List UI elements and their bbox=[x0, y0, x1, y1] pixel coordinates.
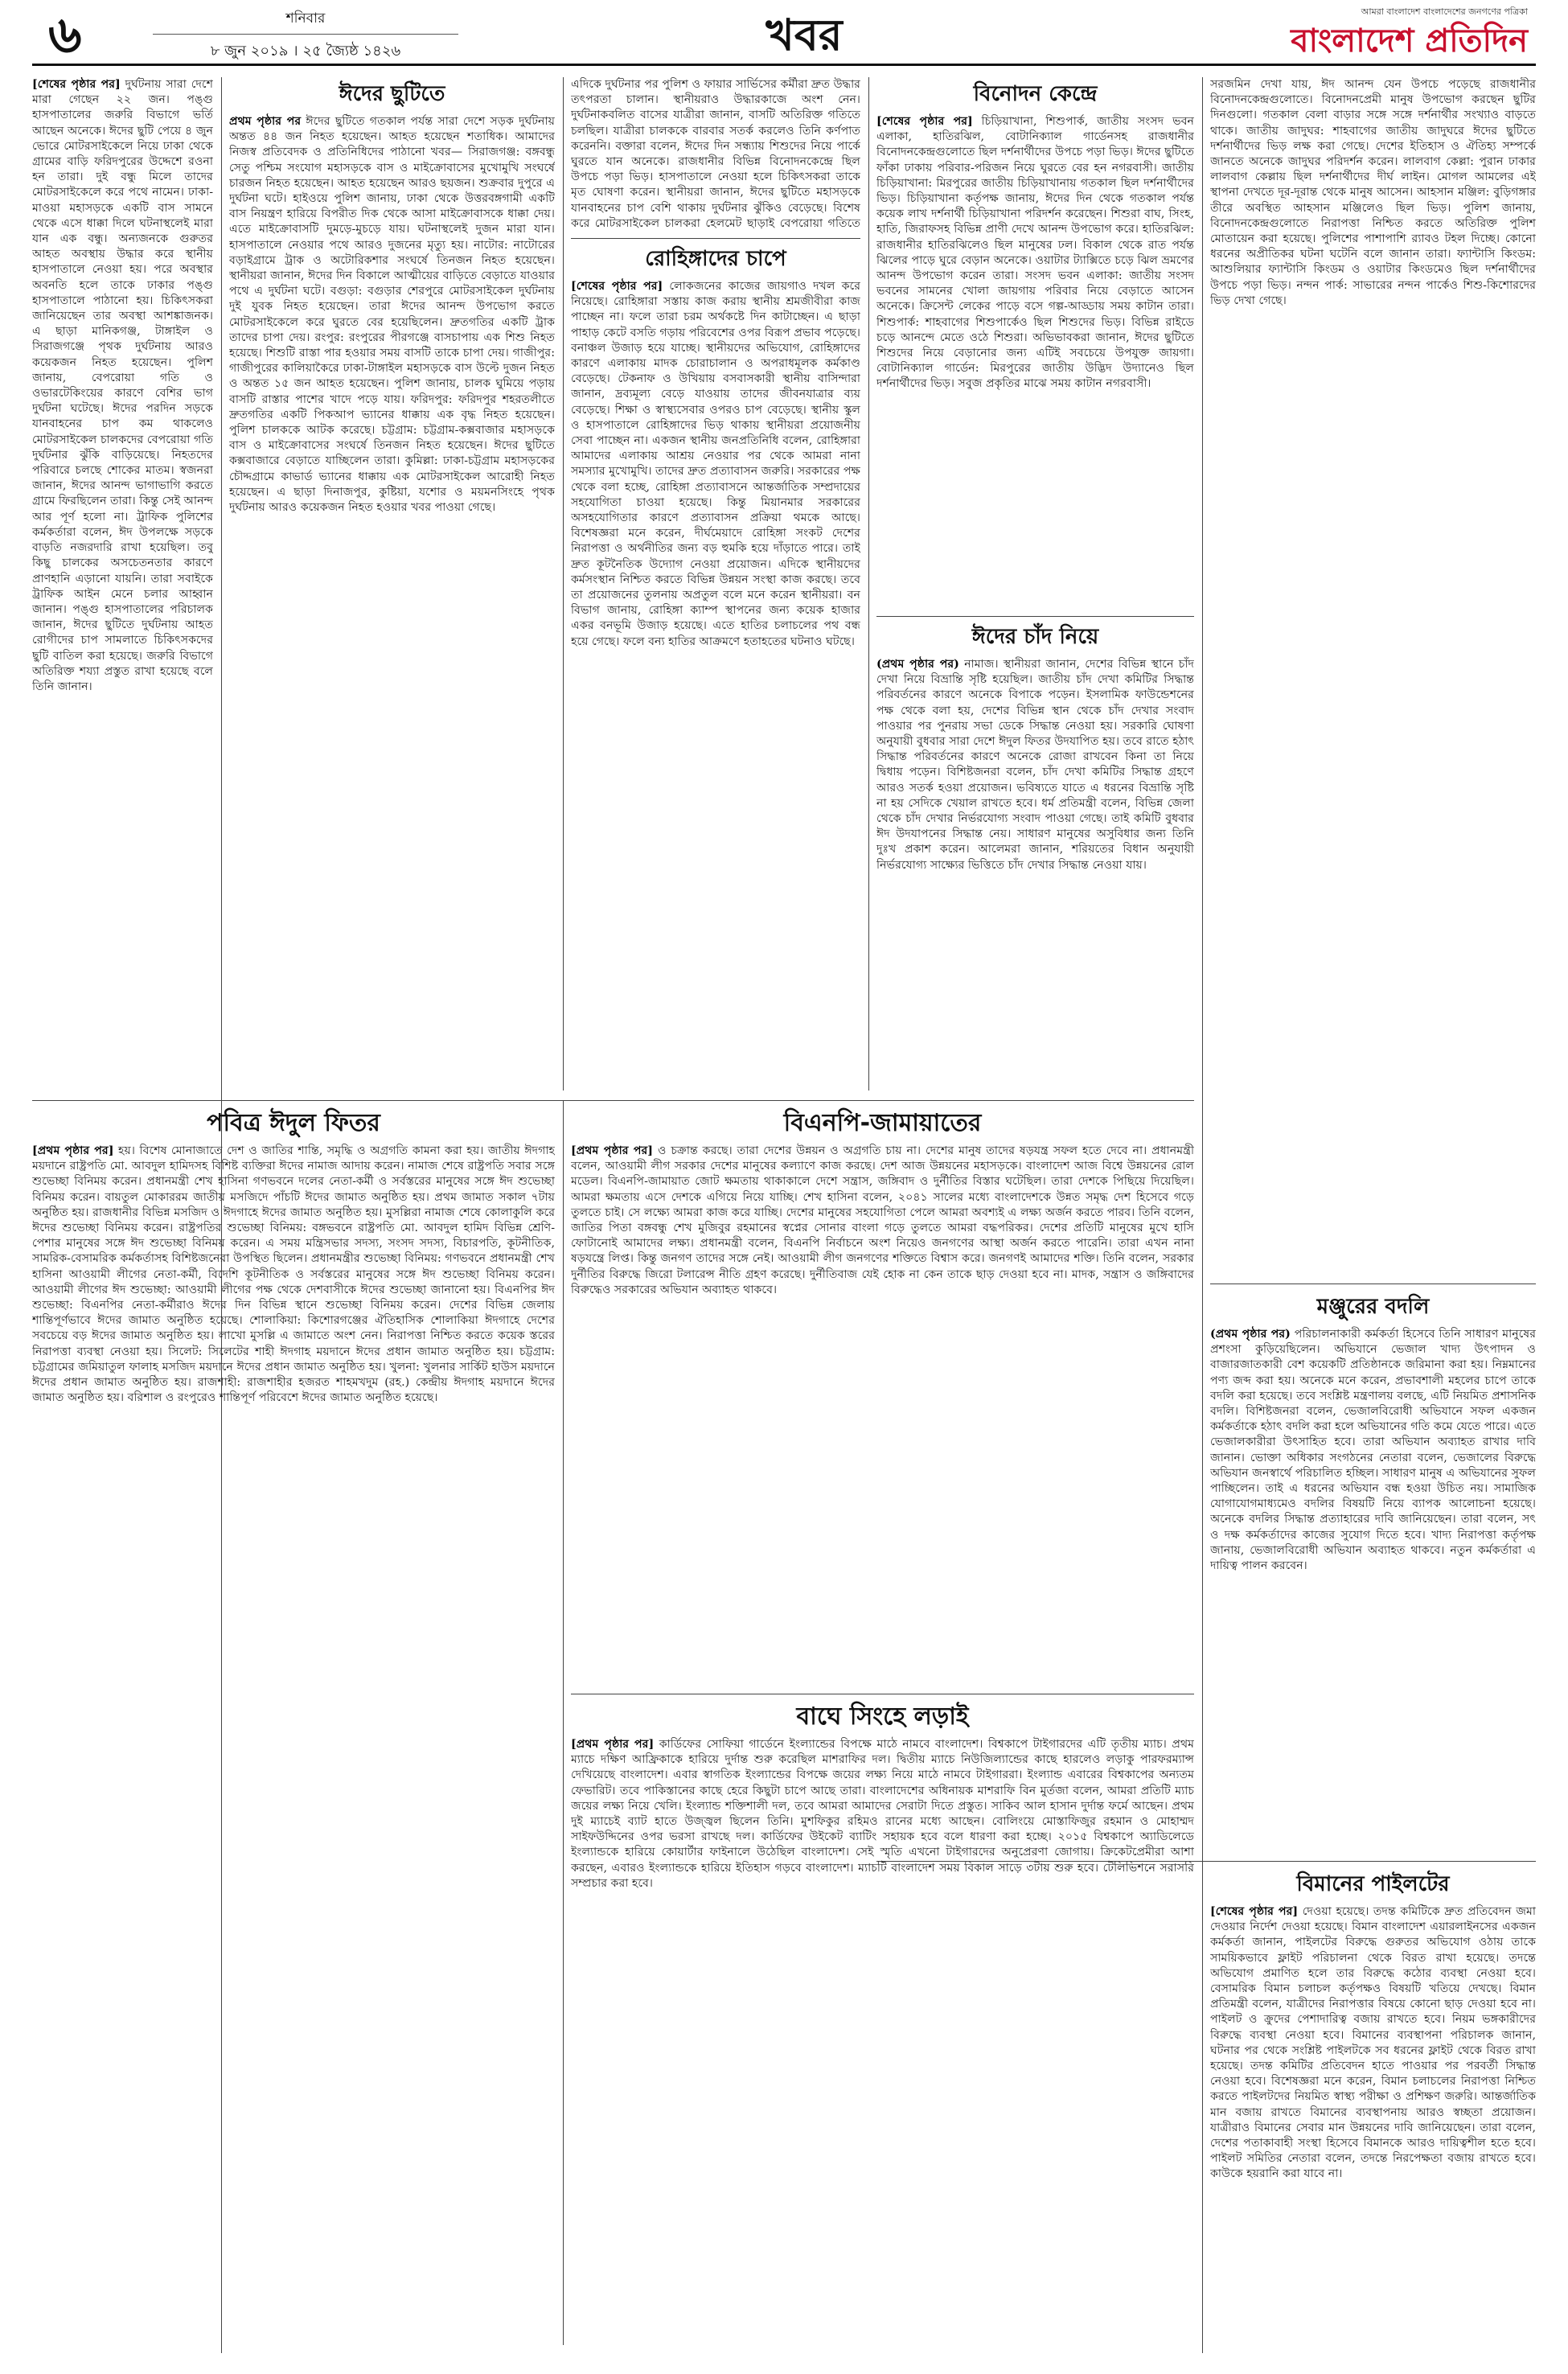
article-body bbox=[876, 114, 1194, 392]
article-divider bbox=[571, 238, 860, 239]
article-body bbox=[571, 279, 860, 650]
article-bnp-jamaat bbox=[571, 1107, 1194, 1686]
article-recreation bbox=[876, 77, 1194, 608]
article-headline: বিনোদন কেন্দ্রে bbox=[973, 82, 1098, 106]
column-rule bbox=[563, 77, 564, 1090]
article-lead: [শেষের পৃষ্ঠার পর] bbox=[876, 115, 973, 128]
column-rule bbox=[1202, 77, 1203, 2353]
article-body bbox=[32, 77, 213, 695]
article-text: ও চক্রান্ত করছে। তারা দেশের উন্নয়ন ও অগ্রগতি চায় না। দেশের মানুষ তাদের ষড়যন্ত্র সফল হতে দেবে না। প্রধানমন্ত্রী বলেন, আওয়ামী লীগ সরকার দেশের মানুষের কল্যাণে কাজ করছে। দেশ আজ উন্নয়নের মহাসড়কে। বাংলাদেশ আজ বিশ্বে উন্নয়নের রোল মডেল। বিএনপি-জামায়াত জোট ক্ষমতায় থাকাকালে দেশে সন্ত্রাস, জঙ্গিবাদ ও দুর্নীতির বিস্তার ঘটেছিল। তারা দেশকে পিছিয়ে দিয়েছিল। আমরা ক্ষমতায় এসে দেশকে এগিয়ে নিয়ে যাচ্ছি। শেখ হাসিনা বলেন, ২০৪১ সালের মধ্যে বাংলাদেশকে উন্নত সমৃদ্ধ দেশ হিসেবে গড়ে তুলতে চাই। সে লক্ষ্যে আমরা কাজ করে যাচ্ছি। দেশের মানুষের সহযোগিতা পেলে আমরা অবশ্যই এ লক্ষ্য অর্জন করতে পারব। তিনি বলেন, জাতির পিতা বঙ্গবন্ধু শেখ মুজিবুর রহমানের স্বপ্নের সোনার বাংলা গড়ে তুলতে আমরা বদ্ধপরিকর। দেশের প্রতিটি মানুষের মুখে হাসি ফোটানোই আমাদের লক্ষ্য। প্রধানমন্ত্রী বলেন, বিএনপি নির্বাচনে অংশ নিয়েও জনগণের আস্থা অর্জন করতে পারেনি। তারা এখন নানা ষড়যন্ত্রে লিপ্ত। কিন্তু জনগণ তাদের সঙ্গে নেই। আওয়ামী লীগ জনগণের শক্তিতে বিশ্বাস করে। জনগণই আমাদের শক্তি। তিনি বলেন, সরকার দুর্নীতির বিরুদ্ধে জিরো টলারেন্স নীতি গ্রহণ করেছে। দুর্নীতিবাজ যেই হোক না কেন তাকে ছাড় দেওয়া হবে না। মাদক, সন্ত্রাস ও জঙ্গিবাদের বিরুদ্ধেও সরকারের অভিযান অব্যাহত থাকবে। bbox=[571, 1144, 1194, 1296]
article-headline: বাঘে সিংহে লড়াই bbox=[796, 1702, 969, 1731]
article-pilot bbox=[1210, 1867, 1536, 2345]
article-lead: [প্রথম পৃষ্ঠার পর] bbox=[571, 1738, 655, 1751]
article-lead: (প্রথম পৃষ্ঠার পর) bbox=[876, 658, 959, 671]
dateline bbox=[153, 8, 458, 64]
article-eid-moon bbox=[876, 620, 1194, 1090]
article-body bbox=[571, 1737, 1194, 1891]
page-content bbox=[32, 77, 1536, 2353]
article-accident bbox=[32, 77, 213, 1090]
article-text: দুর্ঘটনায় সারা দেশে মারা গেছেন ২২ জন। পঙ্গু হাসপাতালের জরুরি বিভাগে ভর্তি আছেন অনেকে। ঈদের ছুটি পেয়ে ৪ জুন ভোরে মোটরসাইকেলে নিয়ে ঢাকা থেকে গ্রামের বাড়ি ফরিদপুরের উদ্দেশে রওনা হন তারা। দুই বন্ধু মিলে তাদের মোটরসাইকেলে করে পথে নামেন। ঢাকা-মাওয়া মহাসড়কে একটি বাস সামনে থেকে এসে ধাক্কা দিলে ঘটনাস্থলেই মারা যান এক বন্ধু। অন্যজনকে গুরুতর আহত অবস্থায় উদ্ধার করে স্থানীয় হাসপাতালে নেওয়া হয়। পরে অবস্থার অবনতি হলে তাকে ঢাকার পঙ্গু হাসপাতালে পাঠানো হয়। চিকিৎসকরা জানিয়েছেন তার অবস্থা আশঙ্কাজনক। এ ছাড়া মানিকগঞ্জ, টাঙ্গাইল ও সিরাজগঞ্জে পৃথক দুর্ঘটনায় আরও কয়েকজন নিহত হয়েছেন। পুলিশ জানায়, বেপরোয়া গতি ও ওভারটেকিংয়ের কারণে বেশির ভাগ দুর্ঘটনা ঘটেছে। ঈদের পরদিন সড়কে যানবাহনের চাপ কম থাকলেও মোটরসাইকেল চালকদের বেপরোয়া গতি দুর্ঘটনার ঝুঁকি বাড়িয়েছে। নিহতদের পরিবারে চলছে শোকের মাতম। স্বজনরা জানান, ঈদের আনন্দ ভাগাভাগি করতে গ্রামে ফিরছিলেন তারা। কিন্তু সেই আনন্দ আর পূর্ণ হলো না। ট্রাফিক পুলিশের কর্মকর্তারা বলেন, ঈদ উপলক্ষে সড়কে বাড়তি নজরদারি রাখা হয়েছিল। তবু কিছু চালকের অসচেতনতার কারণে প্রাণহানি এড়ানো যায়নি। তারা সবাইকে ট্রাফিক আইন মেনে চলার আহ্বান জানান। পঙ্গু হাসপাতালের পরিচালক জানান, ঈদের ছুটিতে দুর্ঘটনায় আহত রোগীদের চাপ সামলাতে চিকিৎসকদের ছুটি বাতিল করা হয়েছে। জরুরি বিভাগে অতিরিক্ত শয্যা প্রস্তুত রাখা হয়েছে বলে তিনি জানান। bbox=[32, 78, 213, 693]
article-text: ঈদের ছুটিতে গতকাল পর্যন্ত সারা দেশে সড়ক দুর্ঘটনায় অন্তত ৪৪ জন নিহত হয়েছেন। আহত হয়েছেন শতাধিক। আমাদের নিজস্ব প্রতিবেদক ও প্রতিনিধিদের পাঠানো খবর— সিরাজগঞ্জ: বঙ্গবন্ধু সেতু পশ্চিম সংযোগ মহাসড়কে বাস ও মাইক্রোবাসের মুখোমুখি সংঘর্ষে চারজন নিহত হয়েছেন। আহত হয়েছেন আরও ছয়জন। শুক্রবার দুপুরে এ দুর্ঘটনা ঘটে। হাইওয়ে পুলিশ জানায়, ঢাকা থেকে উত্তরবঙ্গগামী একটি বাস নিয়ন্ত্রণ হারিয়ে বিপরীত দিক থেকে আসা মাইক্রোবাসকে ধাক্কা দেয়। এতে মাইক্রোবাসটি দুমড়ে-মুচড়ে যায়। ঘটনাস্থলেই দুজন মারা যান। হাসপাতালে নেওয়ার পথে আরও দুজনের মৃত্যু হয়। নাটোর: নাটোরের বড়াইগ্রামে ট্রাক ও অটোরিকশার সংঘর্ষে তিনজন নিহত হয়েছেন। স্থানীয়রা জানান, ঈদের দিন বিকালে আত্মীয়ের বাড়িতে বেড়াতে যাওয়ার পথে এ দুর্ঘটনা ঘটে। বগুড়া: বগুড়ার শেরপুরে মোটরসাইকেল দুর্ঘটনায় দুই যুবক নিহত হয়েছেন। তারা ঈদের আনন্দ উপভোগ করতে মোটরসাইকেলে করে ঘুরতে বের হয়েছিলেন। দ্রুতগতির একটি ট্রাক তাদের চাপা দেয়। রংপুর: রংপুরের পীরগঞ্জে বাসচাপায় এক শিশু নিহত হয়েছে। শিশুটি রাস্তা পার হওয়ার সময় বাসটি তাকে চাপা দেয়। গাজীপুর: গাজীপুরের কালিয়াকৈরে ঢাকা-টাঙ্গাইল মহাসড়কে বাস উল্টে দুজন নিহত ও অন্তত ১৫ জন আহত হয়েছেন। পুলিশ জানায়, চালক ঘুমিয়ে পড়ায় বাসটি রাস্তার পাশের খাদে পড়ে যায়। ফরিদপুর: ফরিদপুর শহরতলীতে দ্রুতগতির একটি পিকআপ ভ্যানের ধাক্কায় এক বৃদ্ধ নিহত হয়েছেন। পুলিশ চালককে আটক করেছে। চট্টগ্রাম: চট্টগ্রাম-কক্সবাজার মহাসড়কে বাস ও মাইক্রোবাসের সংঘর্ষে তিনজন নিহত হয়েছেন। ঈদের ছুটিতে কক্সবাজারে বেড়াতে যাচ্ছিলেন তারা। কুমিল্লা: ঢাকা-চট্টগ্রাম মহাসড়কের চৌদ্দগ্রামে কাভার্ড ভ্যানের ধাক্কায় এক মোটরসাইকেল আরোহী নিহত হয়েছেন। এ ছাড়া দিনাজপুর, কুষ্টিয়া, যশোর ও ময়মনসিংহে পৃথক দুর্ঘটনায় আরও কয়েকজন নিহত হওয়ার খবর পাওয়া গেছে। bbox=[229, 115, 555, 515]
article-lead: [শেষের পৃষ্ঠার পর] bbox=[571, 280, 663, 293]
article-divider bbox=[32, 1100, 1194, 1101]
brand-logo: বাংলাদেশ প্রতিদিন bbox=[1291, 23, 1528, 60]
article-eid-festival bbox=[571, 77, 860, 230]
article-lead: প্রথম পৃষ্ঠার পর bbox=[229, 115, 302, 128]
article-text: সরজমিন দেখা যায়, ঈদ আনন্দ যেন উপচে পড়েছে রাজধানীর বিনোদনকেন্দ্রগুলোতে। বিনোদনপ্রেমী মানুষ উপভোগ করছেন ছুটির দিনগুলো। গতকাল বেলা বাড়ার সঙ্গে সঙ্গে দর্শনার্থীর সংখ্যাও বাড়তে থাকে। জাতীয় জাদুঘর: শাহবাগের জাতীয় জাদুঘরে ঈদের ছুটিতে দর্শনার্থীদের ভিড় লক্ষ করা গেছে। দেশের ইতিহাস ও ঐতিহ্য সম্পর্কে জানতে অনেকে জাদুঘর পরিদর্শন করেন। লালবাগ কেল্লা: পুরান ঢাকার লালবাগ কেল্লায় ছিল দর্শনার্থীদের দীর্ঘ লাইন। মোগল আমলের এই স্থাপনা দেখতে দূর-দূরান্ত থেকে মানুষ আসেন। আহসান মঞ্জিল: বুড়িগঙ্গার তীরে অবস্থিত আহসান মঞ্জিলেও ছিল ভিড়। পুলিশ জানায়, বিনোদনকেন্দ্রগুলোতে নিরাপত্তা নিশ্চিত করতে অতিরিক্ত পুলিশ মোতায়েন করা হয়েছে। পুলিশের পাশাপাশি র‌্যাবও টহল দিচ্ছে। কোনো ধরনের অপ্রীতিকর ঘটনা ঘটেনি বলে জানান তারা। ফ্যান্টাসি কিংডম: আশুলিয়ার ফ্যান্টাসি কিংডম ও ওয়াটার কিংডমেও ছিল দর্শনার্থীদের উপচে পড়া ভিড়। নন্দন পার্ক: সাভারের নন্দন পার্কেও শিশু-কিশোরদের ভিড় দেখা গেছে। bbox=[1210, 78, 1536, 307]
article-body bbox=[1210, 1327, 1536, 1574]
article-headline: রোহিঙ্গাদের চাপে bbox=[645, 247, 786, 271]
article-divider bbox=[876, 616, 1194, 617]
article-rohingya bbox=[571, 242, 860, 1090]
page-number: ৬ bbox=[48, 6, 82, 65]
article-headline: ঈদের ছুটিতে bbox=[339, 82, 445, 106]
article-eid-prayer bbox=[32, 1107, 555, 2345]
article-body bbox=[1210, 77, 1536, 309]
date-full: ৮ জুন ২০১৯ । ২৫ জ্যৈষ্ঠ ১৪২৬ bbox=[210, 43, 401, 60]
article-text: এদিকে দুর্ঘটনার পর পুলিশ ও ফায়ার সার্ভিসের কর্মীরা দ্রুত উদ্ধার তৎপরতা চালান। স্থানীয়রাও উদ্ধারকাজে অংশ নেন। দুর্ঘটনাকবলিত বাসের যাত্রীরা জানান, বাসটি অতিরিক্ত গতিতে চলছিল। যাত্রীরা চালককে বারবার সতর্ক করলেও তিনি কর্ণপাত করেননি। বক্তারা বলেন, ঈদের দিন সন্ধ্যায় শিশুদের নিয়ে পার্কে ঘুরতে যান অনেকে। রাজধানীর বিভিন্ন বিনোদনকেন্দ্রে ছিল উপচে পড়া ভিড়। হাসপাতালে নেওয়া হলে চিকিৎসকরা তাকে মৃত ঘোষণা করেন। স্থানীয়রা জানান, ঈদের ছুটিতে মহাসড়কে যানবাহনের চাপ বেশি থাকায় দুর্ঘটনার ঝুঁকিও বেড়েছে। বিশেষ করে মোটরসাইকেল চালকরা হেলমেট ছাড়াই বেপরোয়া গতিতে bbox=[571, 78, 860, 230]
article-lead: [প্রথম পৃষ্ঠার পর] bbox=[32, 1144, 114, 1157]
column-rule bbox=[868, 77, 869, 1090]
article-body bbox=[32, 1144, 555, 1406]
article-text: চিড়িয়াখানা, শিশুপার্ক, জাতীয় সংসদ ভবন এলাকা, হাতিরঝিল, বোটানিক্যাল গার্ডেনসহ রাজধানীর বিনোদনকেন্দ্রগুলোতে ছিল দর্শনার্থীদের উপচে পড়া ভিড়। ঈদের ছুটিতে ফাঁকা ঢাকায় পরিবার-পরিজন নিয়ে ঘুরতে বের হন নগরবাসী। জাতীয় চিড়িয়াখানা: মিরপুরের জাতীয় চিড়িয়াখানায় গতকাল ছিল দর্শনার্থীদের ভিড়। চিড়িয়াখানা কর্তৃপক্ষ জানায়, ঈদের দিন থেকে গতকাল পর্যন্ত কয়েক লাখ দর্শনার্থী চিড়িয়াখানা পরিদর্শন করেছেন। শিশুরা বাঘ, সিংহ, হাতি, জিরাফসহ বিভিন্ন প্রাণী দেখে আনন্দ উপভোগ করে। হাতিরঝিল: রাজধানীর হাতিরঝিলেও ছিল মানুষের ঢল। বিকাল থেকে রাত পর্যন্ত ঝিলের পাড়ে ঘুরে বেড়ান অনেকে। ওয়াটার ট্যাক্সিতে চড়ে ঝিল ভ্রমণের আনন্দ উপভোগ করেন তারা। সংসদ ভবন এলাকা: জাতীয় সংসদ ভবনের সামনের খোলা জায়গায় পরিবার নিয়ে বেড়াতে আসেন অনেকে। ক্রিসেন্ট লেকের পাড়ে বসে গল্প-আড্ডায় সময় কাটান তারা। শিশুপার্ক: শাহবাগের শিশুপার্কেও ছিল শিশুদের ভিড়। বিভিন্ন রাইডে চড়ে আনন্দে মেতে ওঠে শিশুরা। অভিভাবকরা জানান, ঈদের ছুটিতে শিশুদের নিয়ে বেড়ানোর জন্য এটিই সবচেয়ে উপযুক্ত জায়গা। বোটানিক্যাল গার্ডেন: মিরপুরের জাতীয় উদ্ভিদ উদ্যানেও ছিল দর্শনার্থীদের ভিড়। সবুজ প্রকৃতির মাঝে সময় কাটান নগরবাসী। bbox=[876, 115, 1194, 391]
article-tiger-fight bbox=[571, 1700, 1194, 2343]
article-lead: [শেষের পৃষ্ঠার পর] bbox=[1210, 1905, 1299, 1918]
article-eid-holiday bbox=[229, 77, 555, 1090]
article-text: লোকজনের কাজের জায়গাও দখল করে নিয়েছে। রোহিঙ্গারা সস্তায় কাজ করায় স্থানীয় শ্রমজীবীরা কাজ পাচ্ছেন না। ফলে তারা চরম অর্থকষ্টে দিন কাটাচ্ছেন। এ ছাড়া পাহাড় কেটে বসতি গড়ায় পরিবেশের ওপর বিরূপ প্রভাব পড়েছে। বনাঞ্চল উজাড় হয়ে যাচ্ছে। স্থানীয়দের অভিযোগ, রোহিঙ্গাদের কারণে এলাকায় মাদক চোরাচালান ও অপরাধমূলক কর্মকাণ্ড বেড়েছে। টেকনাফ ও উখিয়ায় বসবাসকারী স্থানীয় বাসিন্দারা জানান, দ্রব্যমূল্য বেড়ে যাওয়ায় তাদের জীবনযাত্রার ব্যয় বেড়েছে। শিক্ষা ও স্বাস্থ্যসেবার ওপরও চাপ বেড়েছে। স্থানীয় স্কুল ও হাসপাতালে রোহিঙ্গাদের ভিড় থাকায় স্থানীয়রা প্রয়োজনীয় সেবা পাচ্ছেন না। একজন স্থানীয় জনপ্রতিনিধি বলেন, রোহিঙ্গারা আমাদের এলাকায় আশ্রয় নেওয়ার পর থেকে আমরা নানা সমস্যার মুখোমুখি। তাদের দ্রুত প্রত্যাবাসন জরুরি। সরকারের পক্ষ থেকে বলা হচ্ছে, রোহিঙ্গা প্রত্যাবাসনে আন্তর্জাতিক সম্প্রদায়ের সহযোগিতা চাওয়া হয়েছে। কিন্তু মিয়ানমার সরকারের অসহযোগিতার কারণে প্রত্যাবাসন প্রক্রিয়া থমকে আছে। বিশেষজ্ঞরা মনে করেন, দীর্ঘমেয়াদে রোহিঙ্গা সংকট দেশের নিরাপত্তা ও অর্থনীতির জন্য বড় হুমকি হয়ে দাঁড়াতে পারে। তাই দ্রুত কূটনৈতিক উদ্যোগ নেওয়া প্রয়োজন। এদিকে স্থানীয়দের কর্মসংস্থান নিশ্চিত করতে বিভিন্ন উন্নয়ন সংস্থা কাজ করছে। তবে তা প্রয়োজনের তুলনায় অপ্রতুল বলে মনে করেন স্থানীয়রা। বন বিভাগ জানায়, রোহিঙ্গা ক্যাম্প স্থাপনের জন্য কয়েক হাজার একর বনভূমি উজাড় হয়েছে। এতে হাতির চলাচলের পথ বন্ধ হয়ে গেছে। ফলে বন্য হাতির আক্রমণে হতাহতের ঘটনাও ঘটছে। bbox=[571, 280, 860, 648]
article-lead: (প্রথম পৃষ্ঠার পর) bbox=[1210, 1328, 1291, 1341]
article-text: দেওয়া হয়েছে। তদন্ত কমিটিকে দ্রুত প্রতিবেদন জমা দেওয়ার নির্দেশ দেওয়া হয়েছে। বিমান বাংলাদেশ এয়ারলাইনসের একজন কর্মকর্তা জানান, পাইলটের বিরুদ্ধে গুরুতর অভিযোগ ওঠায় তাকে সাময়িকভাবে ফ্লাইট পরিচালনা থেকে বিরত রাখা হয়েছে। তদন্তে অভিযোগ প্রমাণিত হলে তার বিরুদ্ধে কঠোর ব্যবস্থা নেওয়া হবে। বেসামরিক বিমান চলাচল কর্তৃপক্ষও বিষয়টি খতিয়ে দেখছে। বিমান প্রতিমন্ত্রী বলেন, যাত্রীদের নিরাপত্তার বিষয়ে কোনো ছাড় দেওয়া হবে না। পাইলট ও ক্রুদের পেশাদারিত্ব বজায় রাখতে হবে। নিয়ম ভঙ্গকারীদের বিরুদ্ধে ব্যবস্থা নেওয়া হবে। বিমানের ব্যবস্থাপনা পরিচালক জানান, ঘটনার পর থেকে সংশ্লিষ্ট পাইলটকে সব ধরনের ফ্লাইট থেকে বিরত রাখা হয়েছে। তদন্ত কমিটির প্রতিবেদন হাতে পাওয়ার পর পরবর্তী সিদ্ধান্ত নেওয়া হবে। বিশেষজ্ঞরা মনে করেন, বিমান চলাচলের নিরাপত্তা নিশ্চিত করতে পাইলটদের নিয়মিত স্বাস্থ্য পরীক্ষা ও প্রশিক্ষণ জরুরি। আন্তর্জাতিক মান বজায় রাখতে বিমানের ব্যবস্থাপনায় আরও স্বচ্ছতা প্রয়োজন। যাত্রীরাও বিমানের সেবার মান উন্নয়নের দাবি জানিয়েছেন। তারা বলেন, দেশের পতাকাবাহী সংস্থা হিসেবে বিমানকে আরও দায়িত্বশীল হতে হবে। পাইলট সমিতির নেতারা বলেন, তদন্তে নিরপেক্ষতা বজায় রাখতে হবে। কাউকে হয়রানি করা যাবে না। bbox=[1210, 1905, 1536, 2181]
article-text: পরিচালনাকারী কর্মকর্তা হিসেবে তিনি সাধারণ মানুষের প্রশংসা কুড়িয়েছিলেন। অভিযানে ভেজাল খাদ্য উৎপাদন ও বাজারজাতকারী বেশ কয়েকটি প্রতিষ্ঠানকে জরিমানা করা হয়। নিম্নমানের পণ্য জব্দ করা হয়। অনেকে মনে করেন, প্রভাবশালী মহলের চাপে তাকে বদলি করা হয়েছে। তবে সংশ্লিষ্ট মন্ত্রণালয় বলছে, এটি নিয়মিত প্রশাসনিক বদলি। বিশিষ্টজনরা বলেন, ভেজালবিরোধী অভিযানে সফল একজন কর্মকর্তাকে হঠাৎ বদলি করা হলে অভিযানের গতি কমে যেতে পারে। এতে ভেজালকারীরা উৎসাহিত হবে। তারা অভিযান অব্যাহত রাখার দাবি জানান। ভোক্তা অধিকার সংগঠনের নেতারা বলেন, ভেজালের বিরুদ্ধে অভিযান জনস্বার্থে পরিচালিত হচ্ছিল। সাধারণ মানুষ এ অভিযানের সুফল পাচ্ছিলেন। তাই এ ধরনের অভিযান বন্ধ হওয়া উচিত নয়। সামাজিক যোগাযোগমাধ্যমেও বদলির বিষয়টি নিয়ে ব্যাপক আলোচনা হয়েছে। অনেকে বদলির সিদ্ধান্ত প্রত্যাহারের দাবি জানিয়েছেন। তারা বলেন, সৎ ও দক্ষ কর্মকর্তাদের কাজের সুযোগ দিতে হবে। খাদ্য নিরাপত্তা কর্তৃপক্ষ জানায়, ভেজালবিরোধী অভিযান অব্যাহত থাকবে। নতুন কর্মকর্তারা এ দায়িত্ব পালন করবেন। bbox=[1210, 1328, 1536, 1573]
article-lead: [শেষের পৃষ্ঠার পর] bbox=[32, 78, 121, 91]
article-body bbox=[876, 657, 1194, 873]
article-body bbox=[1210, 1904, 1536, 2183]
brand-tagline: আমরা বাংলাদেশ বাংলাদেশের জনগণের পত্রিকা bbox=[1361, 6, 1528, 17]
article-text: নামাজ। স্থানীয়রা জানান, দেশের বিভিন্ন স্থানে চাঁদ দেখা নিয়ে বিভ্রান্তি সৃষ্টি হয়েছিল। জাতীয় চাঁদ দেখা কমিটির সিদ্ধান্ত পরিবর্তনের কারণে অনেকে বিপাকে পড়েন। ইসলামিক ফাউন্ডেশনের পক্ষ থেকে বলা হয়, দেশের বিভিন্ন স্থান থেকে চাঁদ দেখার সংবাদ পাওয়ার পর পুনরায় সভা ডেকে সিদ্ধান্ত নেওয়া হয়। সরকারি ঘোষণা অনুযায়ী বুধবার সারা দেশে ঈদুল ফিতর উদযাপিত হয়। তবে রাতে হঠাৎ সিদ্ধান্ত পরিবর্তনের কারণে অনেকে রোজা রাখবেন কিনা তা নিয়ে দ্বিধায় পড়েন। বিশিষ্টজনরা বলেন, চাঁদ দেখা কমিটির সিদ্ধান্ত গ্রহণে আরও সতর্ক হওয়া প্রয়োজন। ভবিষ্যতে যাতে এ ধরনের বিভ্রান্তি সৃষ্টি না হয় সেদিকে খেয়াল রাখতে হবে। ধর্ম প্রতিমন্ত্রী বলেন, বিভিন্ন জেলা থেকে চাঁদ দেখার নির্ভরযোগ্য সংবাদ পাওয়া গেছে। তাই কমিটি বুধবার ঈদ উদযাপনের সিদ্ধান্ত নেয়। সাধারণ মানুষের অসুবিধার জন্য তিনি দুঃখ প্রকাশ করেন। আলেমরা জানান, শরিয়তের বিধান অনুযায়ী নির্ভরযোগ্য সাক্ষ্যের ভিত্তিতে চাঁদ দেখার সিদ্ধান্ত নেওয়া যায়। bbox=[876, 658, 1194, 872]
article-headline: বিএনপি-জামায়াতের bbox=[783, 1109, 982, 1137]
article-body bbox=[571, 1144, 1194, 1298]
article-headline: পবিত্র ঈদুল ফিতর bbox=[207, 1109, 380, 1137]
column-rule bbox=[563, 1100, 564, 2345]
article-body bbox=[229, 114, 555, 515]
article-body bbox=[571, 77, 860, 230]
weekday: শনিবার bbox=[153, 8, 458, 35]
article-divider bbox=[876, 1861, 1536, 1862]
article-headline: ঈদের চাঁদ নিয়ে bbox=[971, 625, 1099, 649]
article-manjur bbox=[1210, 1290, 1536, 1853]
article-lead: [প্রথম পৃষ্ঠার পর] bbox=[571, 1144, 654, 1157]
article-headline: বিমানের পাইলটের bbox=[1296, 1872, 1450, 1896]
masthead bbox=[32, 5, 1536, 66]
article-recreation-right bbox=[1210, 77, 1536, 1090]
brand bbox=[1291, 5, 1528, 62]
article-headline: মঞ্জুরের বদলি bbox=[1316, 1295, 1430, 1319]
article-text: হয়। বিশেষ মোনাজাতে দেশ ও জাতির শান্তি, সমৃদ্ধি ও অগ্রগতি কামনা করা হয়। জাতীয় ঈদগাহ ময়দানে রাষ্ট্রপতি মো. আবদুল হামিদসহ বিশিষ্ট ব্যক্তিরা ঈদের নামাজ আদায় করেন। নামাজ শেষে রাষ্ট্রপতি সবার সঙ্গে শুভেচ্ছা বিনিময় করেন। প্রধানমন্ত্রী শেখ হাসিনা গণভবনে দলের নেতা-কর্মী ও সর্বস্তরের মানুষের সঙ্গে ঈদ শুভেচ্ছা বিনিময় করেন। বায়তুল মোকাররম জাতীয় মসজিদে পাঁচটি ঈদের জামাত অনুষ্ঠিত হয়। প্রথম জামাত সকাল ৭টায় অনুষ্ঠিত হয়। রাজধানীর বিভিন্ন মসজিদ ও ঈদগাহে ঈদের জামাত অনুষ্ঠিত হয়। মুসল্লিরা নামাজ শেষে কোলাকুলি করে ঈদের শুভেচ্ছা বিনিময় করেন। রাষ্ট্রপতির শুভেচ্ছা বিনিময়: বঙ্গভবনে রাষ্ট্রপতি মো. আবদুল হামিদ বিভিন্ন শ্রেণি-পেশার মানুষের সঙ্গে ঈদ শুভেচ্ছা বিনিময় করেন। এ সময় মন্ত্রিসভার সদস্য, সংসদ সদস্য, বিচারপতি, কূটনীতিক, সামরিক-বেসামরিক কর্মকর্তাসহ বিশিষ্টজনেরা উপস্থিত ছিলেন। প্রধানমন্ত্রীর শুভেচ্ছা বিনিময়: গণভবনে প্রধানমন্ত্রী শেখ হাসিনা আওয়ামী লীগের নেতা-কর্মী, বিদেশি কূটনীতিক ও সর্বস্তরের মানুষের সঙ্গে ঈদ শুভেচ্ছা বিনিময় করেন। আওয়ামী লীগের ঈদ শুভেচ্ছা: আওয়ামী লীগের পক্ষ থেকে দেশবাসীকে ঈদের শুভেচ্ছা জানানো হয়। বিএনপির ঈদ শুভেচ্ছা: বিএনপির নেতা-কর্মীরাও ঈদের দিন বিভিন্ন স্থানে শুভেচ্ছা বিনিময় করেন। দেশের বিভিন্ন জেলায় শান্তিপূর্ণভাবে ঈদের জামাত অনুষ্ঠিত হয়েছে। শোলাকিয়া: কিশোরগঞ্জের ঐতিহাসিক শোলাকিয়া ঈদগাহে দেশের সবচেয়ে বড় ঈদের জামাত অনুষ্ঠিত হয়। লাখো মুসল্লি এ জামাতে অংশ নেন। নিরাপত্তা নিশ্চিত করতে কয়েক স্তরের নিরাপত্তা ব্যবস্থা নেওয়া হয়। সিলেট: সিলেটের শাহী ঈদগাহ ময়দানে ঈদের প্রধান জামাত অনুষ্ঠিত হয়। চট্টগ্রাম: চট্টগ্রামের জমিয়াতুল ফালাহ মসজিদ ময়দানে ঈদের প্রধান জামাত অনুষ্ঠিত হয়। খুলনা: খুলনার সার্কিট হাউস ময়দানে ঈদের প্রধান জামাত অনুষ্ঠিত হয়। রাজশাহী: রাজশাহীর হজরত শাহমখদুম (রহ.) কেন্দ্রীয় ঈদগাহ ময়দানে ঈদের জামাত অনুষ্ঠিত হয়। বরিশাল ও রংপুরেও শান্তিপূর্ণ পরিবেশে ঈদের জামাত অনুষ্ঠিত হয়েছে। bbox=[32, 1144, 555, 1405]
article-text: কার্ডিফের সোফিয়া গার্ডেনে ইংল্যান্ডের বিপক্ষে মাঠে নামবে বাংলাদেশ। বিশ্বকাপে টাইগারদের এটি তৃতীয় ম্যাচ। প্রথম ম্যাচে দক্ষিণ আফ্রিকাকে হারিয়ে দুর্দান্ত শুরু করেছিল মাশরাফির দল। দ্বিতীয় ম্যাচে নিউজিল্যান্ডের কাছে হারলেও লড়াকু পারফরম্যান্স দেখিয়েছে বাংলাদেশ। এবার স্বাগতিক ইংল্যান্ডের বিপক্ষে জয়ের লক্ষ্য নিয়ে মাঠে নামবে টাইগাররা। ইংল্যান্ড এবারের বিশ্বকাপের অন্যতম ফেভারিট। তবে পাকিস্তানের কাছে হেরে কিছুটা চাপে আছে তারা। বাংলাদেশের অধিনায়ক মাশরাফি বিন মুর্তজা বলেন, আমরা প্রতিটি ম্যাচ জয়ের লক্ষ্য নিয়ে খেলি। ইংল্যান্ড শক্তিশালী দল, তবে আমরা আমাদের সেরাটা দিতে প্রস্তুত। সাকিব আল হাসান দুর্দান্ত ফর্মে আছেন। প্রথম দুই ম্যাচেই ব্যাট হাতে উজ্জ্বল ছিলেন তিনি। মুশফিকুর রহিমও রানের মধ্যে আছেন। বোলিংয়ে মোস্তাফিজুর রহমান ও মোহাম্মদ সাইফউদ্দিনের ওপর ভরসা রাখছে দল। কার্ডিফের উইকেট ব্যাটিং সহায়ক হবে বলে ধারণা করা হচ্ছে। ২০১৫ বিশ্বকাপে অ্যাডিলেডে ইংল্যান্ডকে হারিয়ে কোয়ার্টার ফাইনালে উঠেছিল বাংলাদেশ। সেই স্মৃতি এখনো টাইগারদের অনুপ্রেরণা জোগায়। ক্রিকেটপ্রেমীরা আশা করছেন, এবারও ইংল্যান্ডকে হারিয়ে ইতিহাস গড়বে বাংলাদেশ। ম্যাচটি বাংলাদেশ সময় বিকাল সাড়ে ৩টায় শুরু হবে। টেলিভিশনে সরাসরি সম্প্রচার করা হবে। bbox=[571, 1738, 1194, 1890]
section-title: খবর bbox=[766, 10, 843, 60]
